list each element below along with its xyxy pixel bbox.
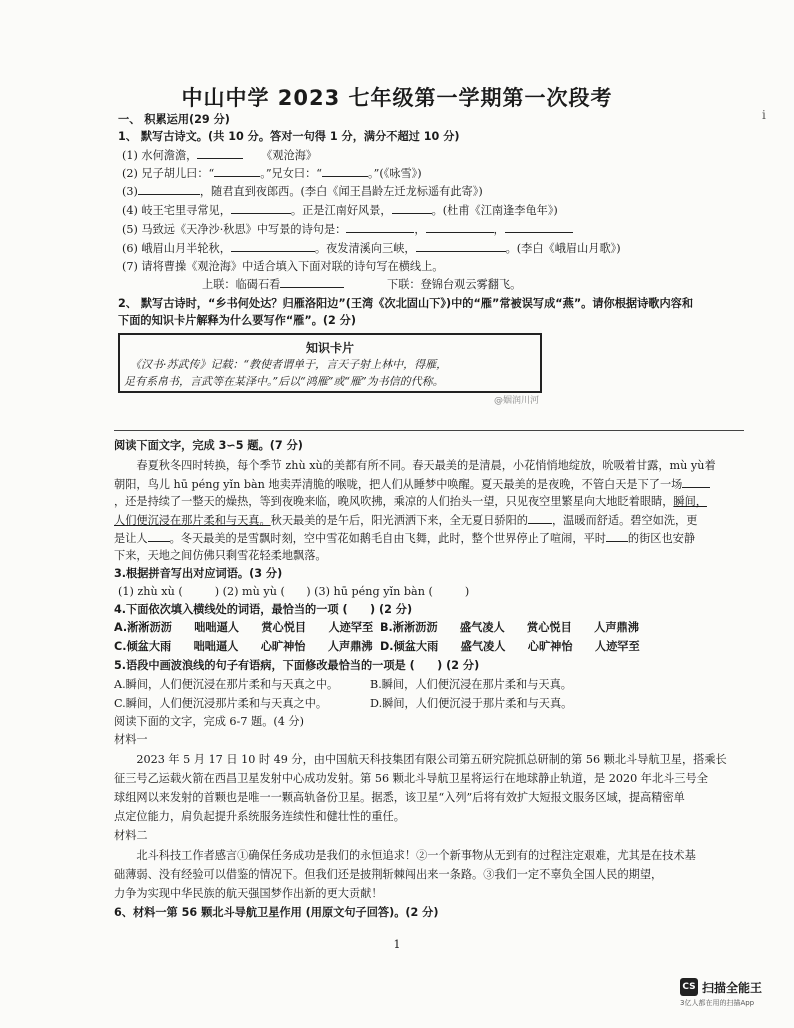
material-2-line-2: 础薄弱、没有经验可以借鉴的情况下。但我们还是披荆斩棘闯出来一条路。③我们一定不辜负全国人民的期望， [114, 868, 663, 881]
q4-option-d: D.倾盆大雨 盛气凌人 心旷神怡 人迹罕至 [380, 640, 640, 653]
material-2-line-1: 北斗科技工作者感言①确保任务成功是我们的永恒追求！②一个新事物从无到有的过程注定艰难，尤其是在技术基 [114, 849, 696, 862]
q6-prompt: 6、材料一第 56 颗北斗导航卫星作用 (用原文句子回答)。(2 分) [114, 906, 439, 919]
q1-item-3: (3) ，随君直到夜郎西。(李白《闻王昌龄左迁龙标遥有此寄》) [122, 185, 483, 198]
reading1-para-6: 下来，天地之间仿佛只剩雪花轻柔地飘落。 [114, 549, 327, 562]
divider [114, 430, 744, 431]
card-title: 知识卡片 [305, 341, 354, 355]
material-2-label: 材料二 [114, 829, 148, 842]
q5-option-d: D.瞬间，人们便沉浸于那片柔和与天真。 [370, 697, 573, 710]
q3-items: (1) zhù xù ( ) (2) mù yù ( ) (3) hū péng yǐn bàn ( ) [118, 585, 470, 598]
reading1-intro: 阅读下面文字，完成 3∽5 题。(7 分) [114, 439, 303, 452]
q1-item-7: (7) 请将曹操《观沧海》中适合填入下面对联的诗句写在横线上。 [122, 260, 444, 273]
scanner-logo [680, 978, 762, 996]
q5-option-a: A.瞬间，人们便沉浸在那片柔和与天真之中。 [114, 678, 339, 691]
stray-mark: i [762, 108, 766, 122]
q1-item-1: (1) 水何澹澹， 《观沧海》 [122, 149, 318, 162]
reading1-para-1: 春夏秋冬四时转换，每个季节 zhù xù的美都有所不同。春天最美的是清晨，小花悄悄地绽放，吮吸着甘露，mù yù着 [114, 459, 716, 472]
q2-line-2: 下面的知识卡片解释为什么要写作“雁”。(2 分) [118, 314, 356, 327]
q2-line-1: 2、 默写古诗时，“乡书何处达？归雁洛阳边”(王湾《次北固山下》)中的“雁”常被误写成“燕”。请你根据诗歌内容和 [118, 297, 694, 310]
material-1-line-1: 2023 年 5 月 17 日 10 时 49 分，由中国航天科技集团有限公司第五研究院抓总研制的第 56 颗北斗导航卫星，搭乘长 [114, 753, 727, 766]
q4-option-b: B.淅淅沥沥 盛气凌人 赏心悦目 人声鼎沸 [380, 621, 639, 634]
reading1-para-2: 朝阳，鸟儿 hū péng yǐn bàn 地卖弄清脆的喉咙，把人们从睡梦中唤醒。夏天最美的是夜晚，不管白天是下了一场 [114, 476, 710, 493]
material-1-label: 材料一 [114, 733, 148, 746]
couplet: 上联：临碣石看 下联：登锦台观云雾翻飞。 [202, 278, 522, 291]
q1-item-4: (4) 岐王宅里寻常见， 。正是江南好风景， 。(杜甫《江南逢李龟年》) [122, 204, 558, 217]
q1-item-5: (5) 马致远《天净沙·秋思》中写景的诗句是： ， ， [122, 221, 573, 238]
app-tagline: 3亿人都在用的扫描App [680, 999, 755, 1007]
wavy-sentence: 人们便沉浸在那片柔和与天真。 [114, 514, 271, 527]
app-name: 扫描全能王 [702, 980, 763, 995]
q1-item-2: (2) 兄子胡儿曰：“ 。”兄女曰：“ 。”(《咏雪》) [122, 167, 422, 180]
reading1-para-3: ，还是持续了一整天的燥热，等到夜晚来临，晚风吹拂，乘凉的人们抬头一望，只见夜空里繁星向大地眨着眼睛，瞬间， [114, 495, 707, 508]
watermark: @姻润川河 [494, 396, 540, 406]
q4-option-c: C.倾盆大雨 咄咄逼人 心旷神怡 人声鼎沸 [114, 640, 373, 653]
reading2-intro: 阅读下面的文字，完成 6-7 题。(4 分) [114, 715, 304, 728]
reading1-para-5: 是让人 。冬天最美的是雪飘时刻，空中雪花如鹅毛自由飞舞，此时，整个世界停止了喧闹，平时 的街区也安静 [114, 532, 696, 545]
q5-option-c: C.瞬间，人们便沉浸那片柔和与天真之中。 [114, 697, 328, 710]
reading1-para-4: 人们便沉浸在那片柔和与天真。秋天最美的是午后，阳光洒洒下来，全无夏日骄阳的 ，温暖而舒适。碧空如洗，更 [114, 514, 698, 527]
page-title: 中山中学 2023 七年级第一学期第一次段考 [181, 86, 613, 110]
q1-prompt: 1、 默写古诗文。(共 10 分。答对一句得 1 分，满分不超过 10 分) [118, 130, 460, 143]
material-1-line-3: 球组网以来发射的首颗也是唯一一颗高轨备份卫星。据悉，该卫星“入列”后将有效扩大短报文服务区域，提高精密单 [114, 791, 685, 804]
card-line-2: 足有系帛书，言武等在某泽中。”后以“鸿雁”或“雁”为书信的代称。 [124, 375, 444, 388]
cs-logo-icon: CS [680, 978, 698, 996]
q5-option-b: B.瞬间，人们便沉浸在那片柔和与天真。 [370, 678, 572, 691]
q4-option-a: A.淅淅沥沥 咄咄逼人 赏心悦目 人迹罕至 [114, 621, 374, 634]
material-1-line-2: 征三号乙运载火箭在西昌卫星发射中心成功发射。第 56 颗北斗导航卫星将运行在地球静止轨道，是 2020 年北斗三号全 [114, 772, 708, 785]
material-1-line-4: 点定位能力，肩负起提升系统服务连续性和健壮性的重任。 [114, 810, 405, 823]
material-2-line-3: 力争为实现中华民族的航天强国梦作出新的更大贡献！ [114, 887, 383, 900]
q5-prompt: 5.语段中画波浪线的句子有语病，下面修改最恰当的一项是 ( ) (2 分) [114, 659, 480, 672]
card-line-1: 《汉书·苏武传》记载：“教使者谓单于，言天子射上林中，得雁， [130, 358, 448, 371]
knowledge-card [118, 333, 542, 393]
section-heading: 一、 积累运用(29 分) [118, 113, 230, 126]
q3-prompt: 3.根据拼音写出对应词语。(3 分) [114, 567, 283, 580]
q1-item-6: (6) 峨眉山月半轮秋， 。夜发清溪向三峡， 。(李白《峨眉山月歌》) [122, 242, 621, 255]
q4-prompt: 4.下面依次填入横线处的词语，最恰当的一项 ( ) (2 分) [114, 603, 413, 616]
page-number: 1 [393, 938, 401, 951]
